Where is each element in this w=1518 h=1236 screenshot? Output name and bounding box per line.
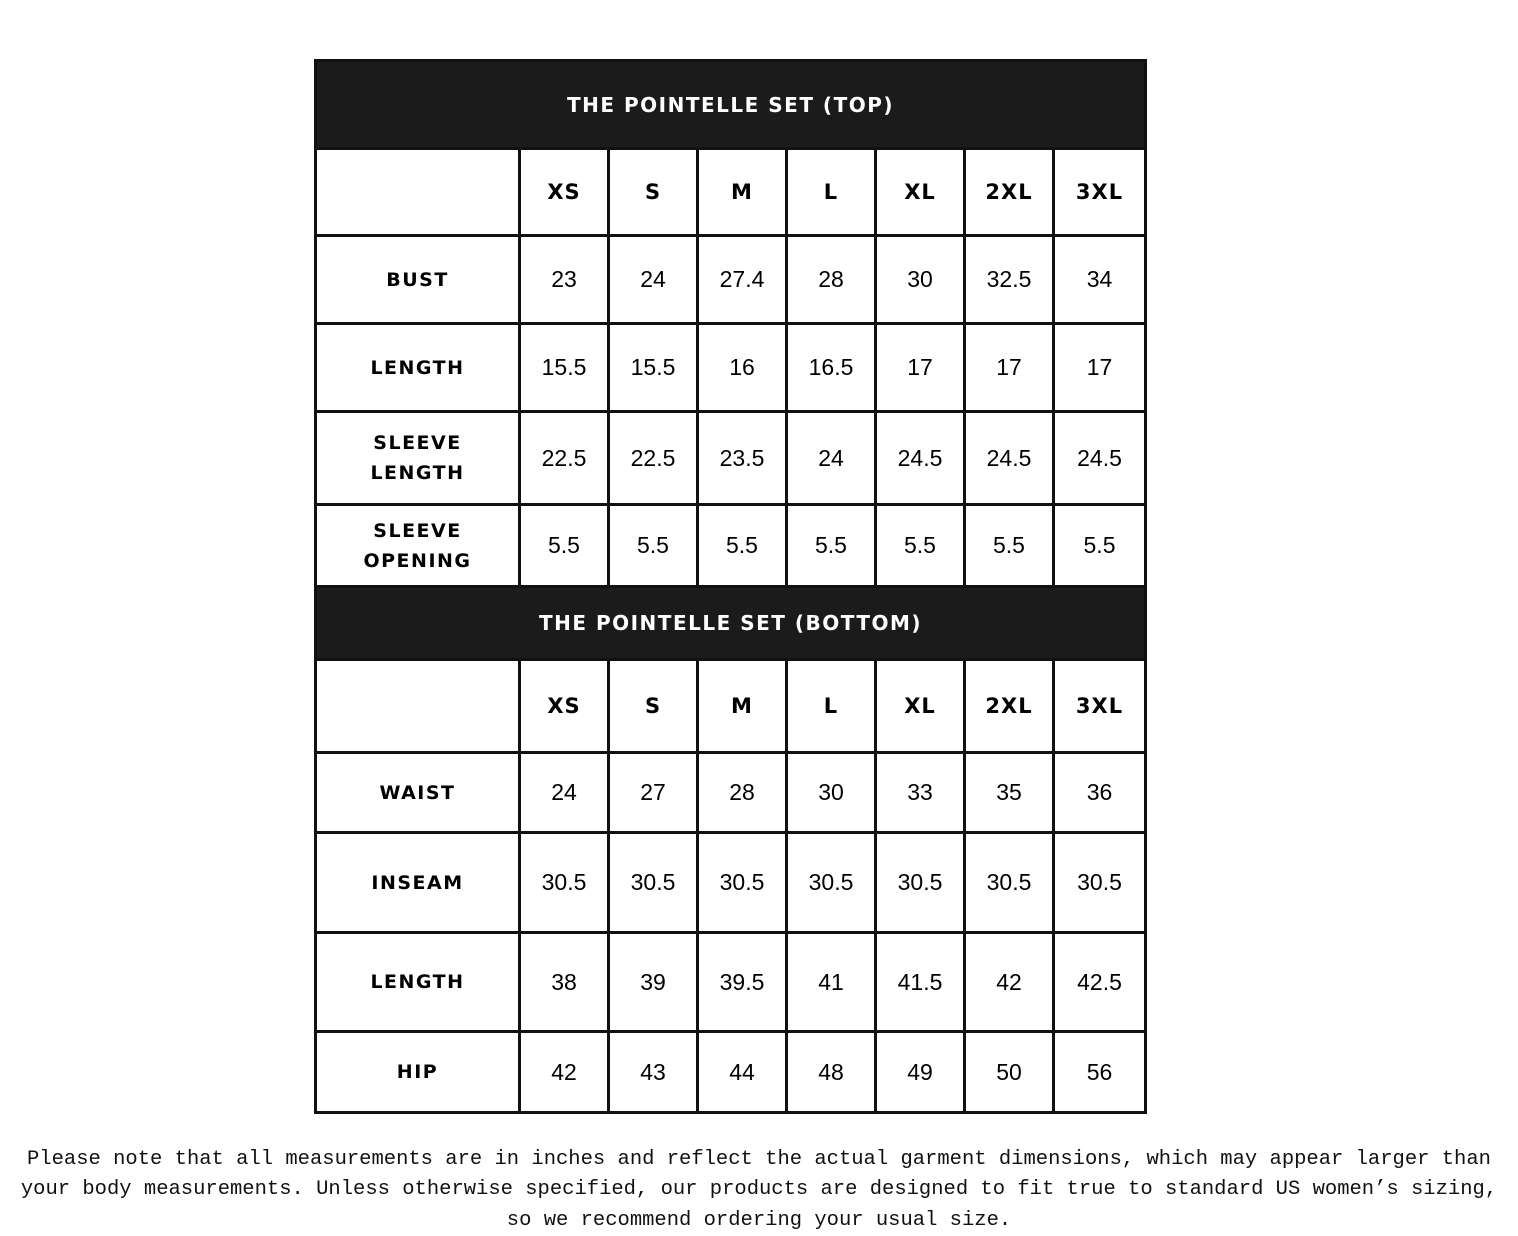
- top-size-header-row: [316, 149, 1146, 236]
- row-label: SLEEVE LENGTH: [316, 412, 520, 505]
- table-cell: 15.5: [609, 324, 698, 412]
- table-cell: 39: [609, 933, 698, 1032]
- top-row-length: [316, 324, 1146, 412]
- table-cell: 5.5: [1054, 505, 1146, 587]
- table-cell: 35: [965, 753, 1054, 833]
- table-cell: 5.5: [787, 505, 876, 587]
- table-cell: 30.5: [965, 833, 1054, 933]
- table-cell: 24: [520, 753, 609, 833]
- table-cell: 24.5: [876, 412, 965, 505]
- bottom-size-header: XL: [876, 660, 965, 753]
- table-cell: 30.5: [1054, 833, 1146, 933]
- table-cell: 23: [520, 236, 609, 324]
- bottom-title-row: [316, 587, 1146, 660]
- table-cell: 42: [520, 1032, 609, 1113]
- table-cell: 16.5: [787, 324, 876, 412]
- bottom-size-header: 2XL: [965, 660, 1054, 753]
- table-cell: 28: [698, 753, 787, 833]
- top-size-header: XL: [876, 149, 965, 236]
- table-cell: 30.5: [609, 833, 698, 933]
- table-cell: 32.5: [965, 236, 1054, 324]
- top-size-header: M: [698, 149, 787, 236]
- top-title-row: [316, 61, 1146, 149]
- top-size-header: L: [787, 149, 876, 236]
- bottom-size-header-row: [316, 660, 1146, 753]
- table-cell: 41.5: [876, 933, 965, 1032]
- row-label: LENGTH: [316, 933, 520, 1032]
- table-cell: 5.5: [965, 505, 1054, 587]
- table-cell: 49: [876, 1032, 965, 1113]
- top-size-header: 3XL: [1054, 149, 1146, 236]
- table-cell: 43: [609, 1032, 698, 1113]
- top-row-sleeve-length: [316, 412, 1146, 505]
- bottom-size-header: S: [609, 660, 698, 753]
- table-cell: 15.5: [520, 324, 609, 412]
- table-cell: 5.5: [520, 505, 609, 587]
- table-cell: 22.5: [520, 412, 609, 505]
- top-table-title: THE POINTELLE SET (TOP): [316, 61, 1146, 149]
- bottom-row-hip: [316, 1032, 1146, 1113]
- bottom-row-waist: [316, 753, 1146, 833]
- row-label: INSEAM: [316, 833, 520, 933]
- table-cell: 34: [1054, 236, 1146, 324]
- table-cell: 24.5: [1054, 412, 1146, 505]
- table-cell: 27.4: [698, 236, 787, 324]
- table-cell: 17: [1054, 324, 1146, 412]
- bottom-table-title: THE POINTELLE SET (BOTTOM): [316, 587, 1146, 660]
- table-cell: 17: [876, 324, 965, 412]
- table-cell: 16: [698, 324, 787, 412]
- row-label: WAIST: [316, 753, 520, 833]
- table-cell: 30.5: [698, 833, 787, 933]
- bottom-size-header: L: [787, 660, 876, 753]
- size-chart: [314, 59, 1144, 1114]
- table-cell: 30.5: [520, 833, 609, 933]
- table-cell: 5.5: [698, 505, 787, 587]
- table-cell: 24.5: [965, 412, 1054, 505]
- row-label: BUST: [316, 236, 520, 324]
- bottom-size-header: M: [698, 660, 787, 753]
- table-cell: 5.5: [609, 505, 698, 587]
- table-cell: 50: [965, 1032, 1054, 1113]
- table-cell: 39.5: [698, 933, 787, 1032]
- table-cell: 22.5: [609, 412, 698, 505]
- table-cell: 56: [1054, 1032, 1146, 1113]
- top-size-header: 2XL: [965, 149, 1054, 236]
- table-cell: 33: [876, 753, 965, 833]
- row-label: HIP: [316, 1032, 520, 1113]
- table-cell: 42.5: [1054, 933, 1146, 1032]
- table-cell: 30: [876, 236, 965, 324]
- bottom-size-header: XS: [520, 660, 609, 753]
- size-table: [314, 59, 1147, 1114]
- table-cell: 30.5: [876, 833, 965, 933]
- table-cell: 48: [787, 1032, 876, 1113]
- bottom-size-header: 3XL: [1054, 660, 1146, 753]
- table-cell: 36: [1054, 753, 1146, 833]
- bottom-corner-cell: [316, 660, 520, 753]
- top-row-bust: [316, 236, 1146, 324]
- row-label: SLEEVE OPENING: [316, 505, 520, 587]
- table-cell: 28: [787, 236, 876, 324]
- top-size-header: S: [609, 149, 698, 236]
- table-cell: 42: [965, 933, 1054, 1032]
- row-label: LENGTH: [316, 324, 520, 412]
- measurement-note: Please note that all measurements are in inches and reflect the actual garment dimensions, which may appear larger than your body measurements. Unless otherwise specified, our products are designed to fit true to standard US women’s sizing, so we recommend ordering your usual size.: [10, 1145, 1508, 1236]
- table-cell: 5.5: [876, 505, 965, 587]
- bottom-row-length: [316, 933, 1146, 1032]
- table-cell: 17: [965, 324, 1054, 412]
- top-row-sleeve-opening: [316, 505, 1146, 587]
- table-cell: 23.5: [698, 412, 787, 505]
- table-cell: 44: [698, 1032, 787, 1113]
- table-cell: 30: [787, 753, 876, 833]
- top-size-header: XS: [520, 149, 609, 236]
- bottom-row-inseam: [316, 833, 1146, 933]
- table-cell: 30.5: [787, 833, 876, 933]
- table-cell: 24: [609, 236, 698, 324]
- table-cell: 27: [609, 753, 698, 833]
- table-cell: 38: [520, 933, 609, 1032]
- table-cell: 24: [787, 412, 876, 505]
- top-corner-cell: [316, 149, 520, 236]
- table-cell: 41: [787, 933, 876, 1032]
